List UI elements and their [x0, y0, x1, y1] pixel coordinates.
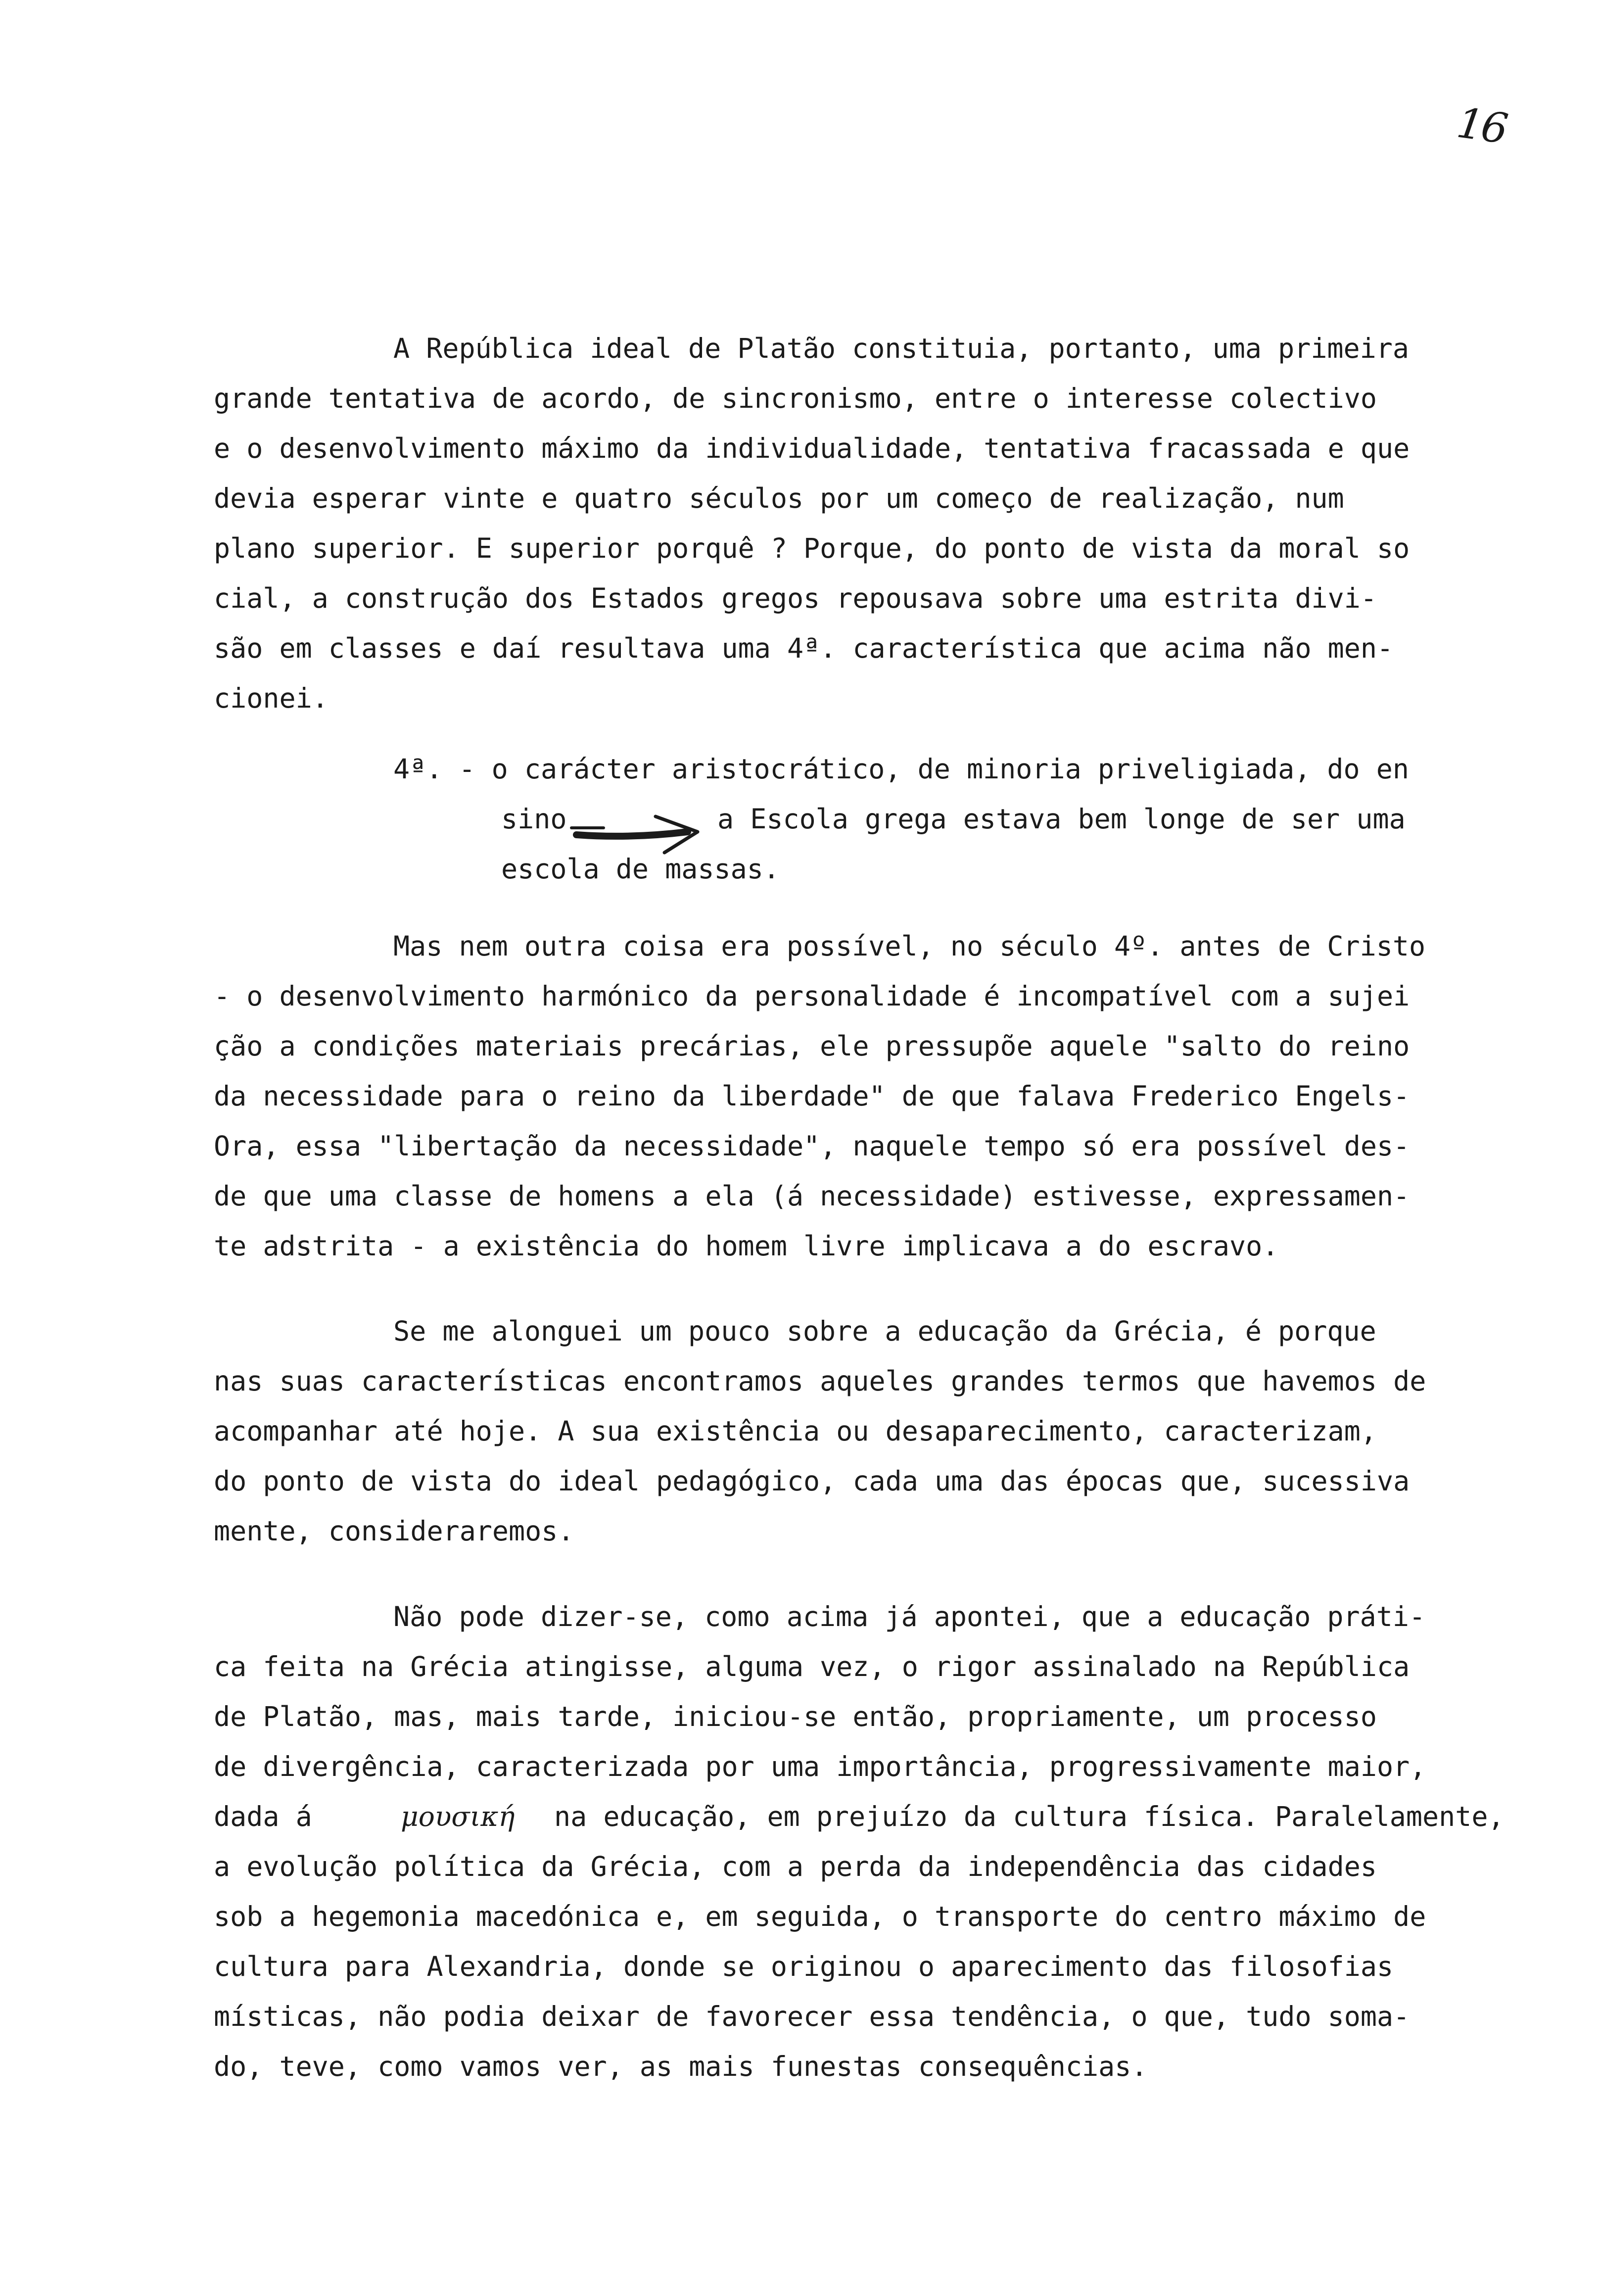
text-line: cultura para Alexandria, donde se originou o aparecimento das filosofias: [214, 1951, 1394, 1982]
text-line: de Platão, mas, mais tarde, iniciou-se então, propriamente, um processo: [214, 1701, 1377, 1732]
text-line: escola de massas.: [501, 853, 780, 885]
text-line: A República ideal de Platão constituia, portanto, uma primeira: [393, 333, 1409, 364]
text-line: a Escola grega estava bem longe de ser uma: [717, 803, 1406, 835]
text-line: cial, a construção dos Estados gregos repousava sobre uma estrita divi-: [214, 582, 1377, 614]
page-number: 16: [1454, 98, 1509, 153]
text-line: místicas, não podia deixar de favorecer essa tendência, o que, tudo soma-: [214, 2001, 1410, 2032]
text-line: Não pode dizer-se, como acima já apontei, que a educação práti-: [393, 1601, 1426, 1632]
text-line: grande tentativa de acordo, de sincronismo, entre o interesse colectivo: [214, 383, 1377, 414]
text-line: 4ª. - o carácter aristocrático, de minoria priveligiada, do en: [393, 753, 1409, 785]
text-line: acompanhar até hoje. A sua existência ou desaparecimento, caracterizam,: [214, 1415, 1377, 1447]
text-line: devia esperar vinte e quatro séculos por um começo de realização, num: [214, 482, 1344, 514]
text-line: de que uma classe de homens a ela (á necessidade) estivesse, expressamen-: [214, 1180, 1410, 1212]
text-line: ca feita na Grécia atingisse, alguma vez, o rigor assinalado na República: [214, 1651, 1410, 1682]
text-line: Se me alonguei um pouco sobre a educação da Grécia, é porque: [393, 1315, 1376, 1347]
text-line: de divergência, caracterizada por uma importância, progressivamente maior,: [214, 1751, 1426, 1782]
text-line: te adstrita - a existência do homem livre implicava a do escravo.: [214, 1230, 1279, 1262]
handwritten-arrow-icon: [557, 799, 715, 859]
text-line: cionei.: [214, 682, 329, 714]
text-line: do, teve, como vamos ver, as mais funestas consequências.: [214, 2051, 1148, 2082]
text-line: a evolução política da Grécia, com a perda da independência das cidades: [214, 1851, 1377, 1882]
text-line: nas suas características encontramos aqueles grandes termos que havemos de: [214, 1365, 1426, 1397]
text-line: na educação, em prejuízo da cultura física. Paralelamente,: [554, 1801, 1505, 1832]
text-line: do ponto de vista do ideal pedagógico, cada uma das épocas que, sucessiva: [214, 1465, 1410, 1497]
text-line: mente, consideraremos.: [214, 1515, 574, 1547]
text-line: - o desenvolvimento harmónico da personalidade é incompatível com a sujei: [214, 980, 1410, 1012]
text-line: sino: [501, 803, 567, 835]
text-line: plano superior. E superior porquê ? Porque, do ponto de vista da moral so: [214, 532, 1410, 564]
greek-handwritten-word: μουσική: [401, 1801, 515, 1832]
text-line: sob a hegemonia macedónica e, em seguida, o transporte do centro máximo de: [214, 1901, 1426, 1932]
text-line: ção a condições materiais precárias, ele pressupõe aquele "salto do reino: [214, 1030, 1410, 1062]
text-line: e o desenvolvimento máximo da individualidade, tentativa fracassada e que: [214, 432, 1410, 464]
text-line: Mas nem outra coisa era possível, no século 4º. antes de Cristo: [393, 930, 1426, 962]
text-line: da necessidade para o reino da liberdade" de que falava Frederico Engels-: [214, 1080, 1410, 1112]
text-line: são em classes e daí resultava uma 4ª. característica que acima não men-: [214, 632, 1394, 664]
text-line: dada á: [214, 1801, 312, 1832]
text-line: Ora, essa "libertação da necessidade", naquele tempo só era possível des-: [214, 1130, 1410, 1162]
